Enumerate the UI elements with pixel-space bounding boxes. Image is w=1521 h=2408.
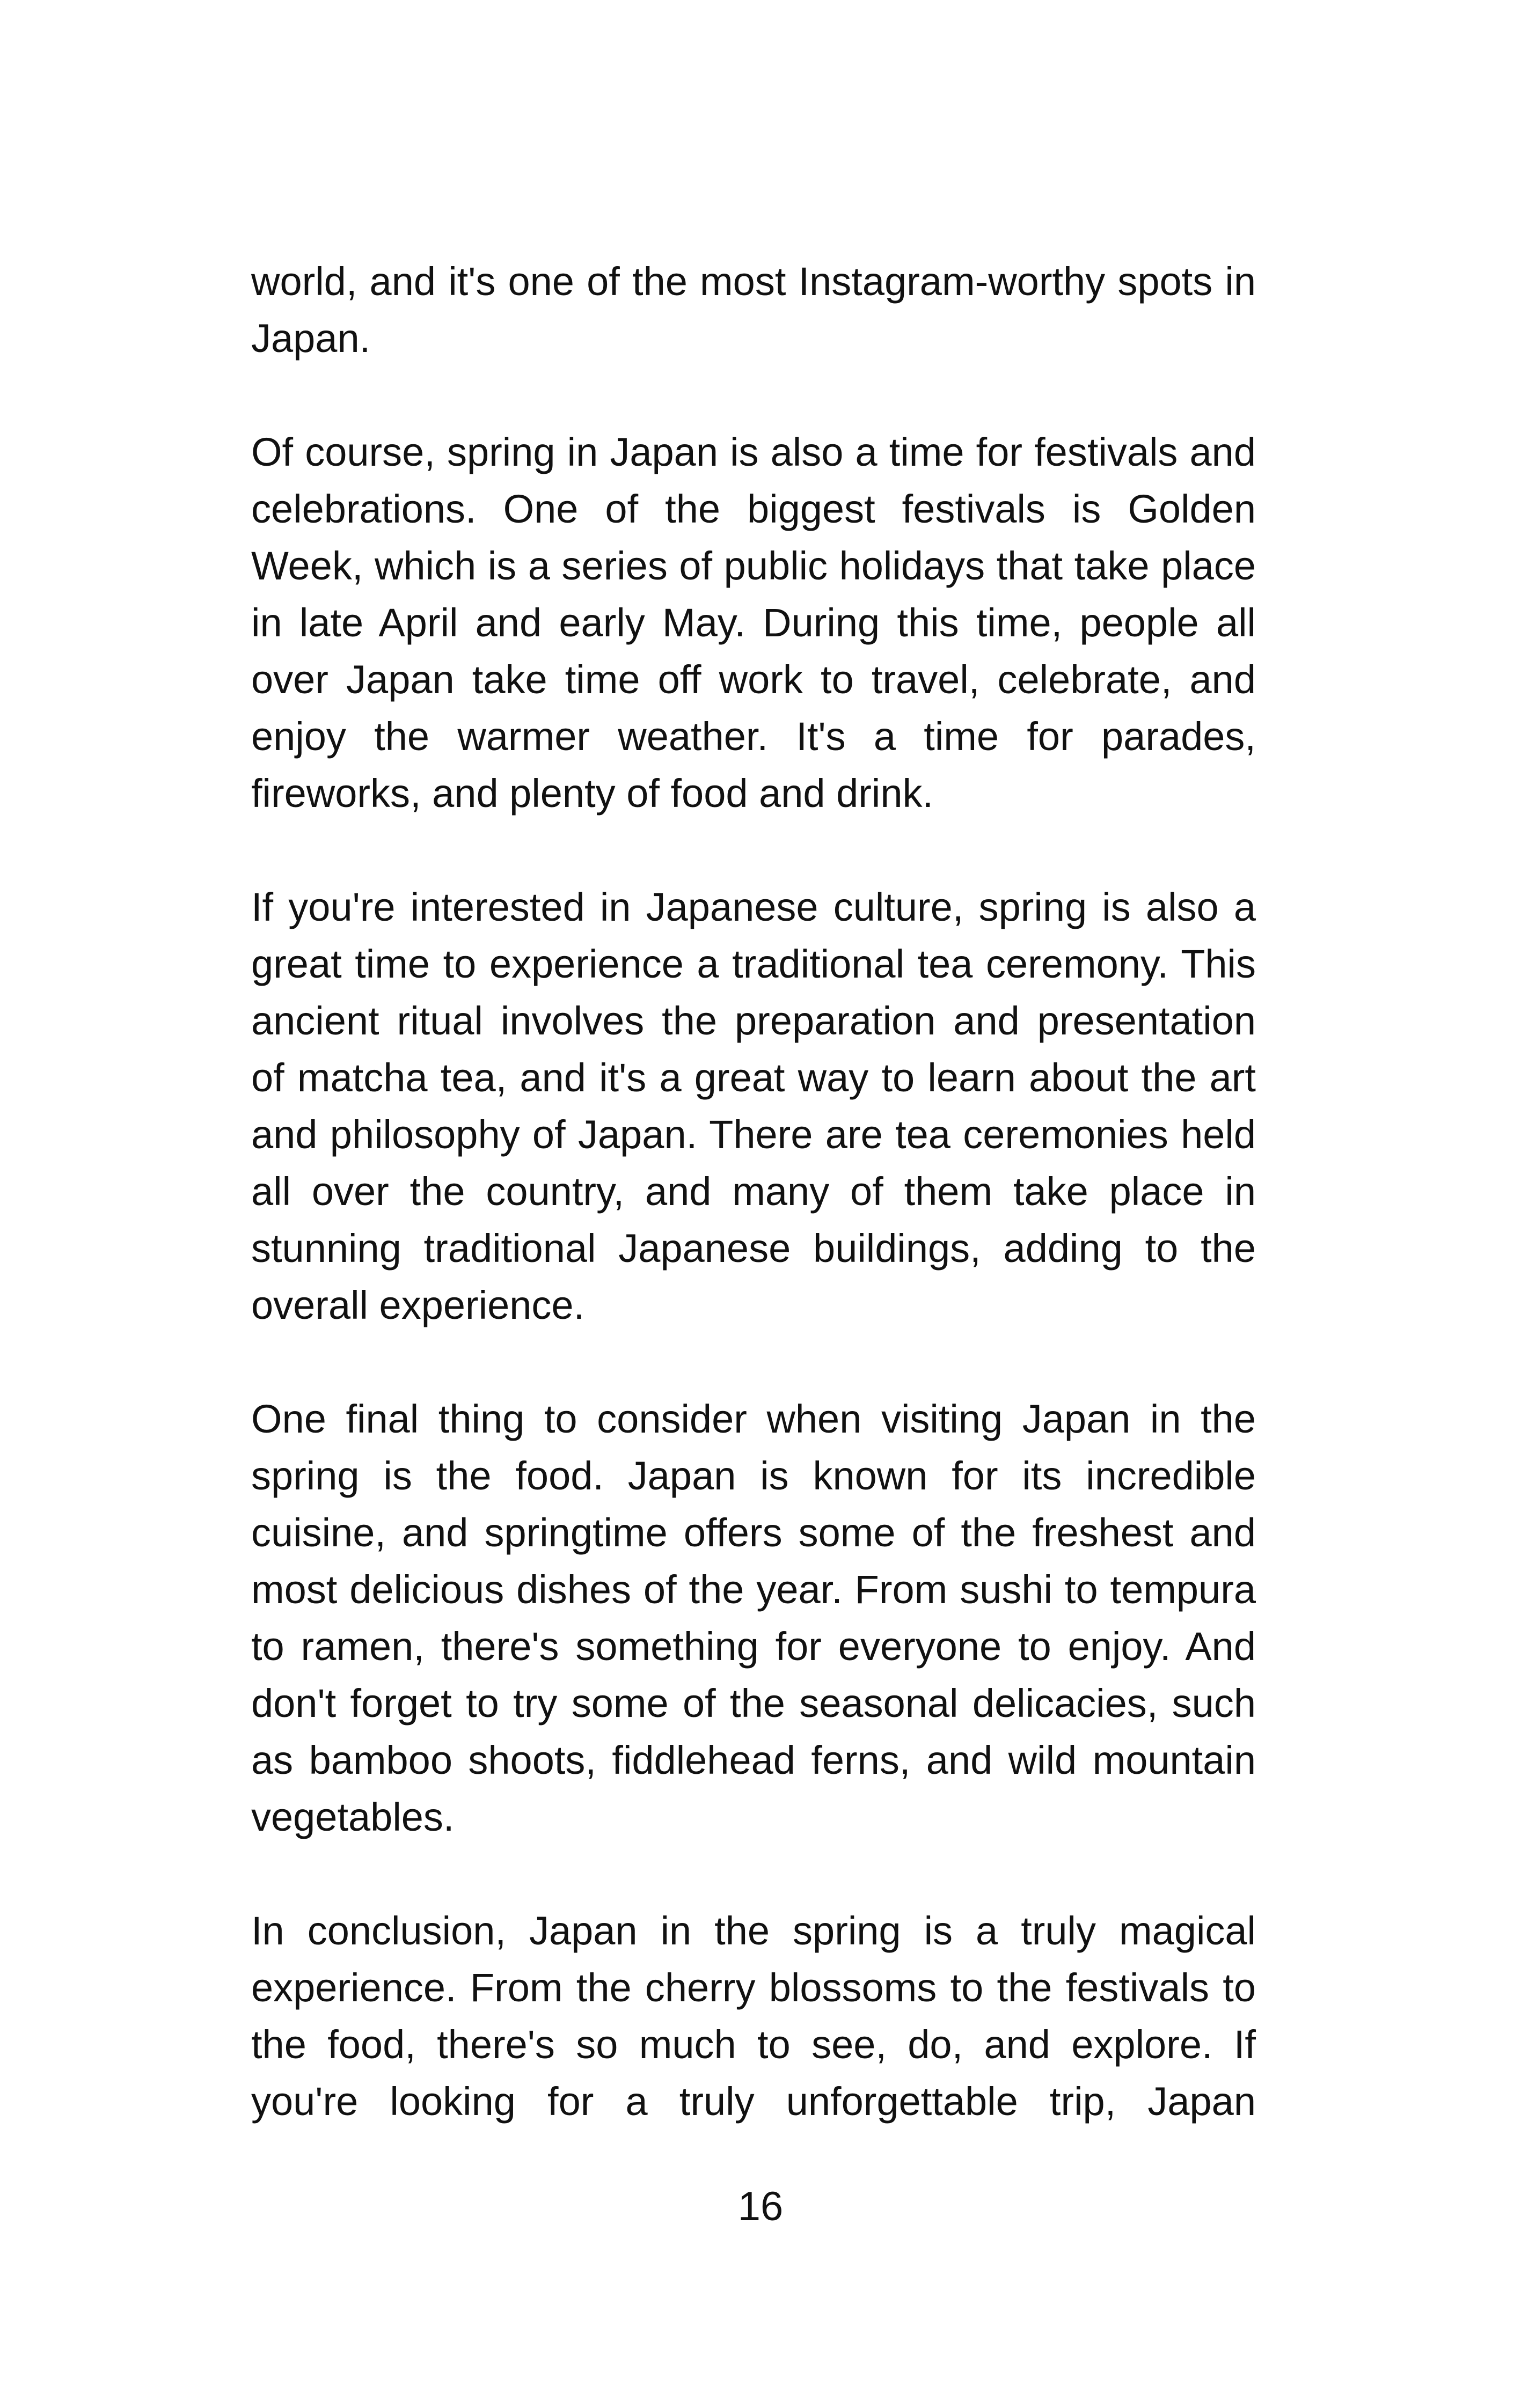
paragraph-5: In conclusion, Japan in the spring is a truly magical experience. From the cherry blossoms to the festivals to the food, there's so much to see, do, and explore. If you're looking for a truly unforgettable trip, Japan — [251, 1908, 1256, 2124]
paragraph-2: Of course, spring in Japan is also a time for festivals and celebrations. One of the biggest festivals is Golden Week, which is a series of public holidays that take place in late April and early May. During this time, people all over Japan take time off work to travel, celebrate, and enjoy the warmer weather. It's a time for parades, fireworks, and plenty of food and drink. — [251, 430, 1256, 816]
page-number: 16 — [737, 2184, 784, 2229]
paragraph-4: One final thing to consider when visiting Japan in the spring is the food. Japan is known for its incredible cuisine, and springtime offers some of the freshest and most delicious dishes of the year. From sushi to tempura to ramen, there's something for everyone to enjoy. And don't forget to try some of the seasonal delicacies, such as bamboo shoots, fiddlehead ferns, and wild mountain vegetables. — [251, 1397, 1256, 1839]
paragraph-3: If you're interested in Japanese culture, spring is also a great time to experience a traditional tea ceremony. This ancient ritual involves the preparation and presentation of matcha tea, and it's a great way to learn about the art and philosophy of Japan. There are tea ceremonies held all over the country, and many of them take place in stunning traditional Japanese buildings, adding to the overall experience. — [251, 885, 1256, 1327]
body-text — [251, 253, 1256, 2187]
paragraph-1: world, and it's one of the most Instagram-worthy spots in Japan. — [251, 259, 1256, 361]
